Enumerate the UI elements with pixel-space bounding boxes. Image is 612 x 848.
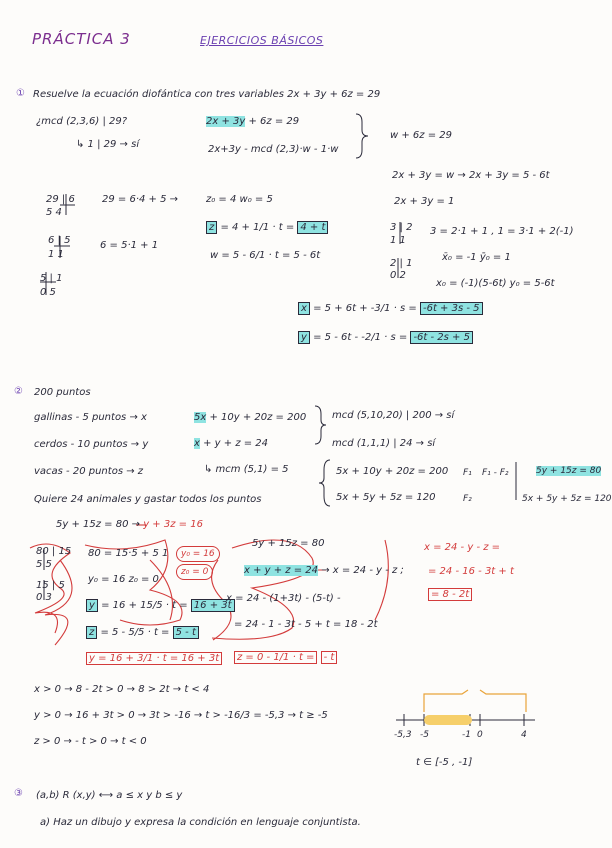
ex2-z-red [234,652,337,663]
ex1-division-1a: 29 | 6 [46,194,75,205]
ex2-y-param [86,600,235,611]
ex2-x-1: x = 24 - (1+3t) - (5-t) - [226,593,341,604]
ex1-right-5: x₀ = (-1)(5-6t) y₀ = 5-6t [436,278,555,289]
ex2-f1: F₁ [463,468,472,478]
ex1-equation-2: 2x+3y - mcd (2,3)·w - 1·w [208,144,339,155]
ex2-div-d: 15 | 5 [36,580,65,591]
ex1-z-result: 4 + t [297,221,328,234]
numline-tick-3: -1 [462,730,471,740]
ex2-y-param-result: 16 + 3t [191,599,235,612]
ex2-z-param-label: z [86,626,97,639]
ex1-x-label: x [298,302,310,315]
ex2-line-2: cerdos - 10 puntos → y [34,439,149,450]
ex2-sub-2-rest: → x = 24 - y - z ; [321,565,404,576]
numline-tick-2: -5 [420,730,429,740]
ex1-equation-highlight: 2x + 3y [206,116,246,127]
ex1-y-result: -6t - 2s + 5 [410,331,473,344]
numline-tick-1: -5,3 [394,730,412,740]
ex2-eq-a-left: 5y + 15z = 80 → [56,519,141,530]
ex2-sub-2 [244,565,404,576]
ex2-result-highlight: 5y + 15z = 80 [536,466,602,476]
ex2-mcd-2: mcd (1,1,1) | 24 → sí [332,438,436,449]
ex2-y0-z0: y₀ = 16 z₀ = 0 [88,574,159,585]
ex1-number: ① [16,88,25,99]
ex1-division-3b: 0 5 [40,287,56,298]
ex1-right-3b: 1 1 [390,235,406,246]
numline-tick-5: 4 [521,730,527,740]
ex2-line-1: gallinas - 5 puntos → x [34,412,147,423]
ex1-division-3a: 5 | 1 [40,273,63,284]
ex1-z0-w0: z₀ = 4 w₀ = 5 [206,194,273,205]
ex2-line-4: Quiere 24 animales y gastar todos los puntos [34,494,262,505]
ex2-mcm: ↳ mcm (5,1) = 5 [204,464,289,475]
ex2-statement: 200 puntos [34,387,91,398]
ex2-mcd-1: mcd (5,10,20) | 200 → sí [332,410,455,421]
page-title: PRÁCTICA 3 [32,30,131,48]
ex2-y-param-middle: = 16 + 15/5 · t = [101,600,188,611]
ex1-y-label: y [298,331,310,344]
ex2-z-red-result: - t [321,651,338,664]
ex1-right-3c: 3 = 2·1 + 1 , 1 = 3·1 + 2(-1) [430,226,574,237]
ex2-red-x-1: x = 24 - y - z = [424,542,501,553]
ex1-z-label: z [206,221,217,234]
ex1-w-line: w = 5 - 6/1 · t = 5 - 6t [210,250,321,261]
ex1-equation-rest: + 6z = 29 [248,116,300,127]
ex1-division-2b: 1 1 [48,249,64,260]
ex2-div-a: 80 | 15 [36,546,72,557]
ex1-z-param [206,222,328,233]
ex2-red-z0: z₀ = 0 [176,564,213,580]
ex1-division-eq-2: 6 = 5·1 + 1 [100,240,159,251]
ex1-right-4b: 0 2 [390,270,406,281]
ex2-constraint-2: y > 0 → 16 + 3t > 0 → 3t > -16 → t > -16/3 = -5,3 → t ≥ -5 [34,710,328,721]
ex2-y-param-label: y [86,599,98,612]
ex1-right-4: 2 | 1 [390,258,413,269]
ex2-system-2: 5x + 5y + 5z = 120 [336,492,436,503]
page-subtitle: EJERCICIOS BÁSICOS [200,34,324,47]
ex2-red-x-2: = 24 - 16 - 3t + t [428,566,514,577]
ex2-eq-2-rest: + y + z = 24 [203,438,269,449]
ex2-constraint-1: x > 0 → 8 - 2t > 0 → 8 > 2t → t < 4 [34,684,210,695]
ex2-z-param-result: 5 - t [173,626,199,639]
ex2-div-b: 5 5 [36,559,52,570]
ex2-result-2: 5x + 5y + 5z = 120 [522,494,612,504]
ex1-division-eq: 29 = 6·4 + 5 → [102,194,179,205]
ex1-division-2a: 6 | 5 [48,235,71,246]
ex2-y-red: y = 16 + 3/1 · t = 16 + 3t [86,652,222,665]
ex2-z-param-middle: = 5 - 5/5 · t = [100,627,170,638]
ex2-eq-2 [194,438,268,449]
ex1-mcd-answer: ↳ 1 | 29 → sí [76,139,140,150]
ex2-z-param [86,627,199,638]
ex1-statement: Resuelve la ecuación diofántica con tres variables 2x + 3y + 6z = 29 [33,89,381,100]
ex1-y-middle: = 5 - 6t - -2/1 · s = [313,332,408,343]
ex2-line-3: vacas - 20 puntos → z [34,466,144,477]
ex1-equation [206,116,299,127]
ex1-right-1: 2x + 3y = w → 2x + 3y = 5 - 6t [392,170,550,181]
ex1-right-3: 3 | 2 [390,222,413,233]
ex1-division-1b: 5 4 [46,207,62,218]
ex1-y-solution [298,332,473,343]
ex2-f2: F₂ [463,494,472,504]
ex2-eq-2-highlight: x [194,438,200,449]
ex2-red-y0: y₀ = 16 [176,546,220,562]
ex2-z-red-eq: z = 0 - 1/1 · t = [234,651,317,664]
ex2-div-c: 80 = 15·5 + 5 1 [88,548,169,559]
ex1-equation-3: w + 6z = 29 [390,130,452,141]
ex2-div-e: 0 3 [36,592,52,603]
ex2-red-x-3: = 8 - 2t [428,588,472,601]
ex2-constraint-3: z > 0 → - t > 0 → t < 0 [34,736,147,747]
ex2-system-1: 5x + 10y + 20z = 200 [336,466,449,477]
ex2-x-2: = 24 - 1 - 3t - 5 + t = 18 - 2t [234,619,378,630]
ex2-eq-1-highlight: 5x [194,412,207,423]
ex1-mcd-question: ¿mcd (2,3,6) | 29? [36,116,128,127]
ex1-right-2: 2x + 3y = 1 [394,196,455,207]
ex1-z-middle: = 4 + 1/1 · t = [220,222,295,233]
ex3-statement: (a,b) R (x,y) ⟷ a ≤ x y b ≤ y [36,790,183,801]
ex1-x-middle: = 5 + 6t + -3/1 · s = [313,303,417,314]
ex2-number: ② [14,386,23,397]
numline-tick-4: 0 [477,730,483,740]
ex2-sub-2-highlight: x + y + z = 24 [244,565,319,576]
ex1-right-4c: x̄₀ = -1 ȳ₀ = 1 [442,252,511,263]
ex2-sub-1: 5y + 15z = 80 [252,538,325,549]
ex3-number: ③ [14,788,23,799]
ex2-eq-a-red: y + 3z = 16 [143,519,203,530]
ex2-eq-1-rest: + 10y + 20z = 200 [209,412,307,423]
ex1-x-result: -6t + 3s - 5 [420,302,483,315]
ex2-f1-f2: F₁ - F₂ [482,468,509,478]
ex2-interval: t ∈ [-5 , -1] [416,757,473,768]
ex1-x-solution [298,303,483,314]
ex2-eq-1 [194,412,306,423]
ex2-eq-a [56,519,203,530]
ex3-part-a: a) Haz un dibujo y expresa la condición en lenguaje conjuntista. [40,817,361,828]
